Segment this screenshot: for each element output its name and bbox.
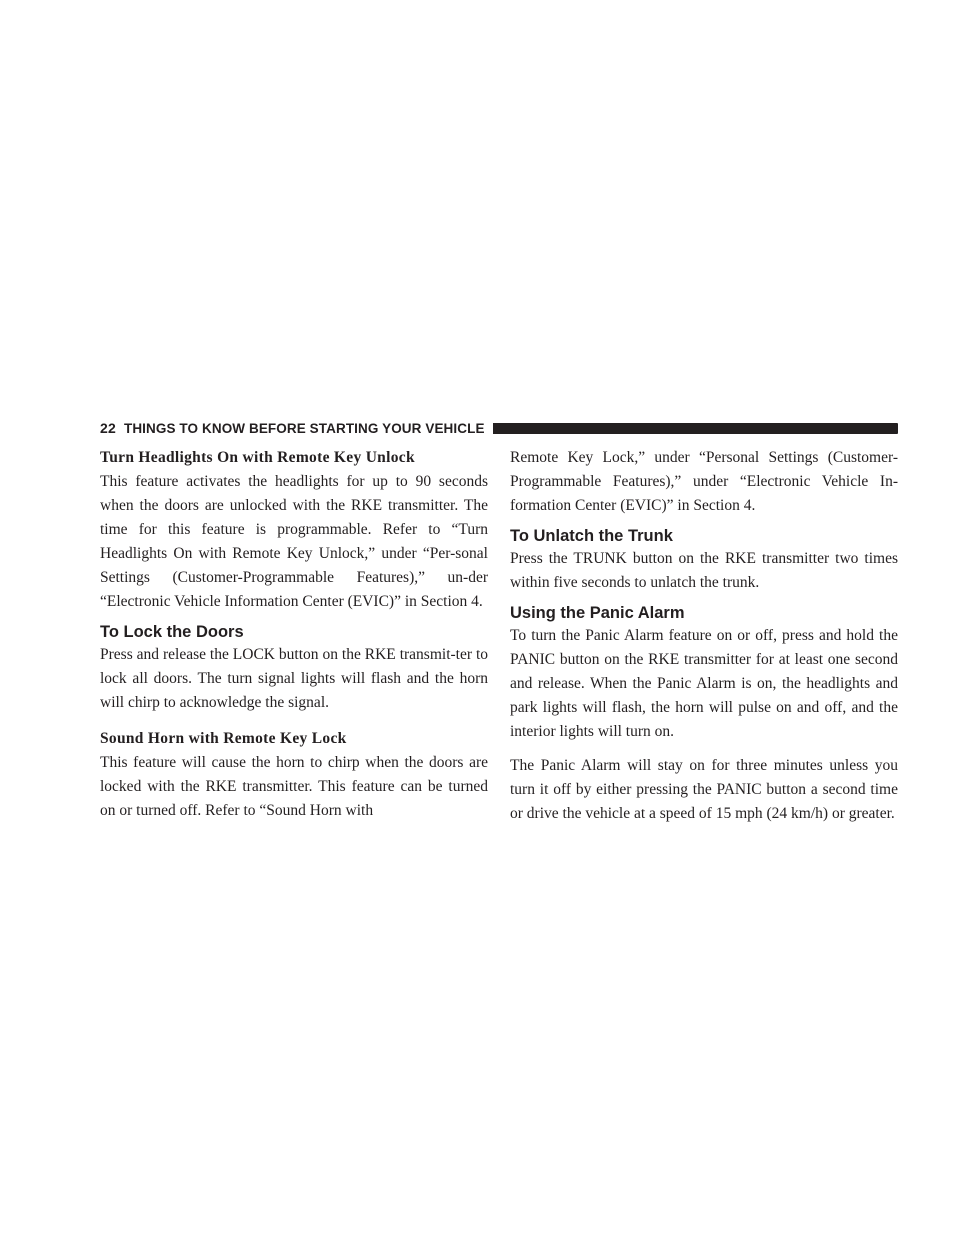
paragraph-panic-alarm-1: To turn the Panic Alarm feature on or off, press and hold the PANIC button on the RKE transmitter for at least one second and release. When the Panic Alarm is on, the headlights and park lights will flash, the horn will pulse on and off, and the interior lights will turn on. <box>510 627 898 740</box>
header-rule <box>493 423 898 434</box>
heading-unlatch-trunk: To Unlatch the Trunk <box>510 527 673 545</box>
chapter-title: THINGS TO KNOW BEFORE STARTING YOUR VEHICLE <box>123 420 485 436</box>
left-column <box>100 446 488 823</box>
paragraph-lock-doors: Press and release the LOCK button on the RKE transmit-ter to lock all doors. The turn signal lights will flash and the horn will chirp to acknowledge the signal. <box>100 646 488 711</box>
paragraph-headlights-unlock: This feature activates the headlights for up to 90 seconds when the doors are unlocked with the RKE transmitter. The time for this feature is programmable. Refer to “Turn Headlights On with Remote Key Unlock,” under “Per-sonal Settings (Customer-Programmable Features),” un-der “Electronic Vehicle Information Center (EVIC)” in Section 4. <box>100 473 488 610</box>
heading-panic-alarm: Using the Panic Alarm <box>510 604 685 622</box>
page-header <box>100 418 898 438</box>
heading-lock-doors: To Lock the Doors <box>100 623 244 641</box>
paragraph-sound-horn: This feature will cause the horn to chirp when the doors are locked with the RKE transmitter. This feature can be turned on or turned off. Refer to “Sound Horn with <box>100 754 488 819</box>
subheading-headlights-unlock: Turn Headlights On with Remote Key Unlock <box>100 449 415 466</box>
paragraph-sound-horn-continued: Remote Key Lock,” under “Personal Settings (Customer-Programmable Features),” under “Electronic Vehicle In-formation Center (EVIC)” in Section 4. <box>510 449 898 514</box>
subheading-sound-horn: Sound Horn with Remote Key Lock <box>100 730 347 747</box>
right-column <box>510 446 898 826</box>
paragraph-unlatch-trunk: Press the TRUNK button on the RKE transmitter two times within five seconds to unlatch the trunk. <box>510 550 898 591</box>
page-number: 22 <box>100 420 116 436</box>
paragraph-panic-alarm-2: The Panic Alarm will stay on for three minutes unless you turn it off by either pressing the PANIC button a second time or drive the vehicle at a speed of 15 mph (24 km/h) or greater. <box>510 757 898 822</box>
